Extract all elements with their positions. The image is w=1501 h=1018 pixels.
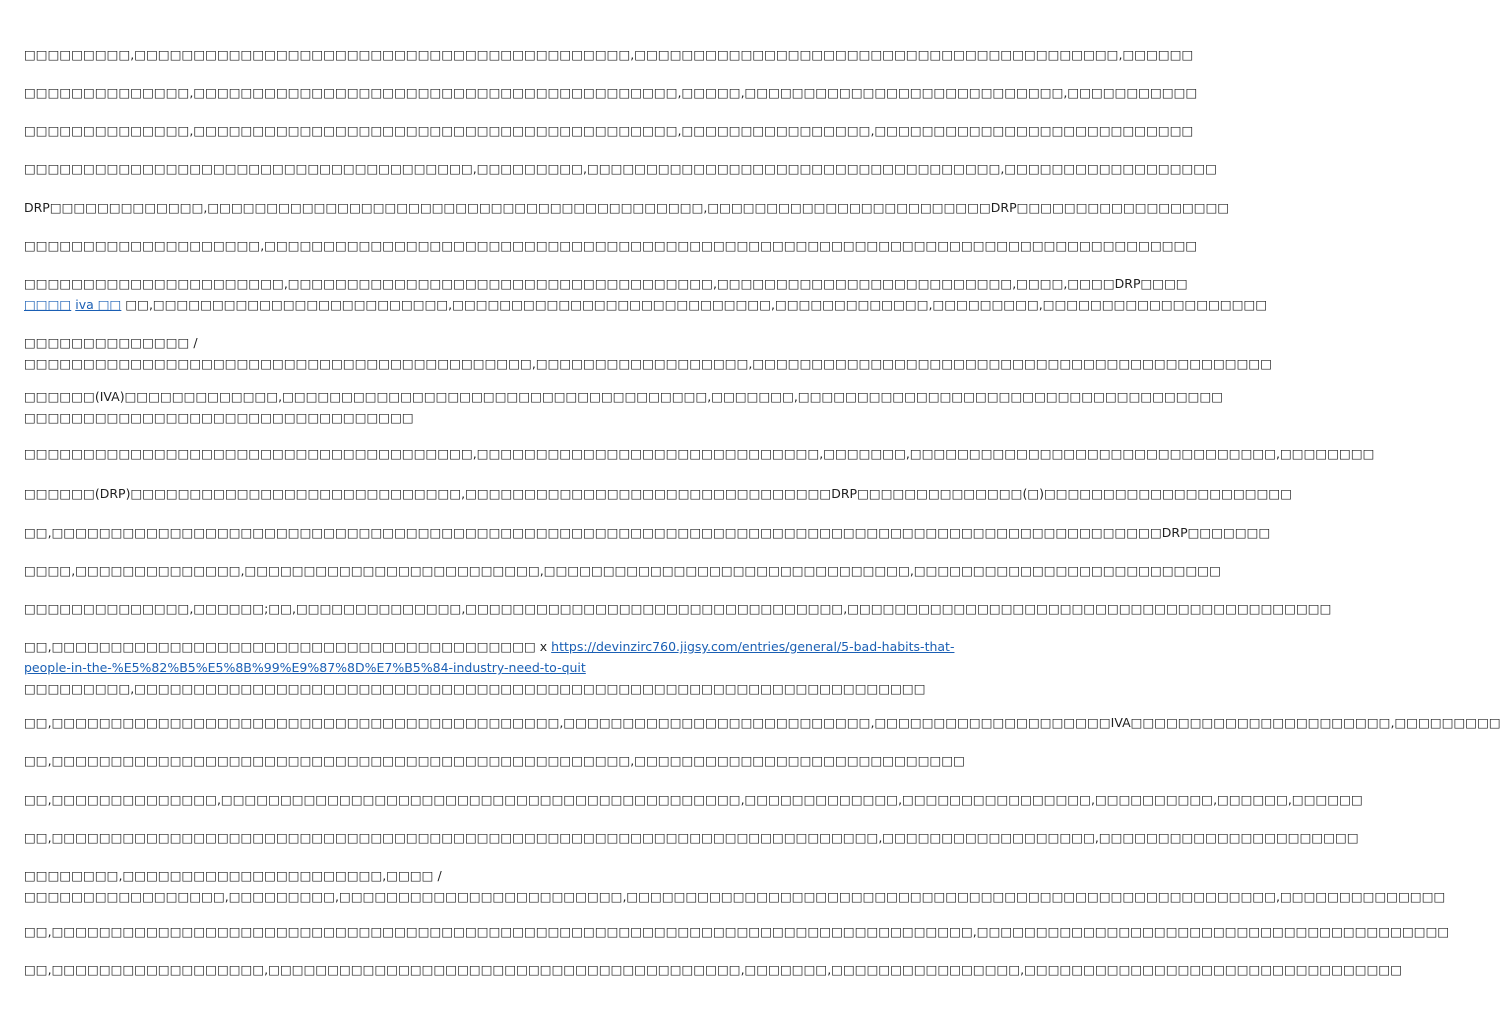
paragraph-text: □□□□□□□□□□□□□□ / bbox=[24, 335, 198, 350]
paragraph bbox=[24, 865, 1446, 907]
url-link-part-1[interactable]: https://devinzirc760.jigsy.com/entries/general/5-bad-habits-that- bbox=[551, 639, 955, 654]
iva-link[interactable]: iva □□ bbox=[75, 297, 122, 312]
paragraph-text: □□□□□□(DRP)□□□□□□□□□□□□□□□□□□□□□□□□□□□□,□□□□□□□□□□□□□□□□□□□□□□□□□□□□□□□DRP□□□□□□□□□□□□□□(□)□□□□□□□□□□□□□□□□□□□□□ bbox=[24, 486, 1293, 501]
paragraph-text: □□□□□□□□□□□□□□,□□□□□□□□□□□□□□□□□□□□□□□□□□□□□□□□□□□□□□□□□,□□□□□□□□□□□□□□□□,□□□□□□□□□□□□□□□□□□□□□□□□□□□ bbox=[24, 123, 1194, 138]
paragraph-text: □□□□,□□□□□□□□□□□□□□,□□□□□□□□□□□□□□□□□□□□□□□□□,□□□□□□□□□□□□□□□□□□□□□□□□□□□□□□□,□□□□□□□□□□□□□□□□□□□□□□□□□□ bbox=[24, 563, 1221, 578]
paragraph-line-2 bbox=[24, 294, 1268, 315]
paragraph-text: □□,□□□□□□□□□□□□□□□□□□,□□□□□□□□□□□□□□□□□□□□□□□□□□□□□□□□□□□□□□□□,□□□□□□□,□□□□□□□□□□□□□□□□,□□□□□□□□□□□□□□□□□□□□□□□□□□□□□□□□ bbox=[24, 962, 1403, 977]
paragraph-line-3: □□□□□□□□□,□□□□□□□□□□□□□□□□□□□□□□□□□□□□□□□□□□□□□□□□□□□□□□□□□□□□□□□□□□□□□□□□□□□ bbox=[24, 681, 926, 696]
paragraph-tail: □□,□□□□□□□□□□□□□□□□□□□□□□□□□,□□□□□□□□□□□□□□□□□□□□□□□□□□□,□□□□□□□□□□□□□,□□□□□□□□□,□□□□□□□□□□□□□□□□□□□ bbox=[121, 297, 1268, 312]
paragraph-text: □□□□□□□□□□□□□□,□□□□□□□□□□□□□□□□□□□□□□□□□□□□□□□□□□□□□□□□□,□□□□□,□□□□□□□□□□□□□□□□□□□□□□□□□□□,□□□□□□□□□□□ bbox=[24, 85, 1198, 100]
paragraph bbox=[24, 750, 965, 771]
url-link[interactable] bbox=[551, 639, 954, 654]
paragraph bbox=[24, 921, 1450, 942]
paragraph bbox=[24, 443, 1375, 464]
paragraph-text: □□,□□□□□□□□□□□□□□□□□□□□□□□□□□□□□□□□□□□□□□□□□□□□□□□□□□□□□□□□□□□□□□□□□□□□□□□□□□□□□□□□□□□□□□□□□□□□□□DRP□□□□□□□ bbox=[24, 525, 1271, 540]
paragraph-text: □□□□□□(IVA)□□□□□□□□□□□□□,□□□□□□□□□□□□□□□□□□□□□□□□□□□□□□□□□□□□,□□□□□□□,□□□□□□□□□□□□□□□□□□□□□□□□□□□□□□□□□□□□ bbox=[24, 389, 1224, 404]
paragraph bbox=[24, 598, 1332, 619]
paragraph-text: □□,□□□□□□□□□□□□□□□□□□□□□□□□□□□□□□□□□□□□□□□□□□□□□□□□□,□□□□□□□□□□□□□□□□□□□□□□□□□□□□ bbox=[24, 753, 965, 768]
paragraph-text: □□□□□□□□□,□□□□□□□□□□□□□□□□□□□□□□□□□□□□□□□□□□□□□□□□□□,□□□□□□□□□□□□□□□□□□□□□□□□□□□□□□□□□□□□□□□□□,□□□□□□ bbox=[24, 47, 1194, 62]
paragraph-text: □□□□□□□□□□□□□□,□□□□□□;□□,□□□□□□□□□□□□□□,□□□□□□□□□□□□□□□□□□□□□□□□□□□□□□□□,□□□□□□□□□□□□□□□□□□□□□□□□□□□□□□□□□□□□□□□□□ bbox=[24, 601, 1332, 616]
paragraph bbox=[24, 235, 1198, 256]
paragraph-line-2: □□□□□□□□□□□□□□□□□□□□□□□□□□□□□□□□□ bbox=[24, 410, 414, 425]
paragraph bbox=[24, 636, 955, 699]
paragraph-line-2 bbox=[24, 657, 698, 678]
paragraph-text: DRP□□□□□□□□□□□□□,□□□□□□□□□□□□□□□□□□□□□□□□□□□□□□□□□□□□□□□□□□,□□□□□□□□□□□□□□□□□□□□□□□□DRP□□□□□□□□□□□□□□□□□□ bbox=[24, 200, 1230, 215]
paragraph-text: □□,□□□□□□□□□□□□□□□□□□□□□□□□□□□□□□□□□□□□□□□□□ x bbox=[24, 639, 548, 654]
paragraph bbox=[24, 959, 1403, 980]
paragraph bbox=[24, 712, 1501, 733]
paragraph-text: □□,□□□□□□□□□□□□□□□□□□□□□□□□□□□□□□□□□□□□□□□□□□□□□□□□□□□□□□□□□□□□□□□□□□□□□□□□□□□□□□,□□□□□□□□□□□□□□□□□□□□□□□□□□□□□□□□□□□□□□□□ bbox=[24, 924, 1450, 939]
paragraph-line-2: □□□□□□□□□□□□□□□□□□□□□□□□□□□□□□□□□□□□□□□□□□□,□□□□□□□□□□□□□□□□□□,□□□□□□□□□□□□□□□□□□□□□□□□□□□□□□□□□□□□□□□□□□□□ bbox=[24, 356, 1273, 371]
paragraph-text: □□□□□□□□□□□□□□□□□□□□,□□□□□□□□□□□□□□□□□□□□□□□□□□□□□□□□□□□□□□□□□□□□□□□□□□□□□□□□□□□□□□□□□□□□□□□□□□□□□□□ bbox=[24, 238, 1198, 253]
paragraph-text: □□□□□□□□□□□□□□□□□□□□□□□□□□□□□□□□□□□□□□,□□□□□□□□□□□□□□□□□□□□□□□□□□□□□,□□□□□□□,□□□□□□□□□□□□□□□□□□□□□□□□□□□□□□□,□□□□□□□□ bbox=[24, 446, 1375, 461]
paragraph bbox=[24, 522, 1271, 543]
paragraph bbox=[24, 386, 1224, 428]
paragraph bbox=[24, 82, 1198, 103]
paragraph-line-2: □□□□□□□□□□□□□□□□□,□□□□□□□□□,□□□□□□□□□□□□□□□□□□□□□□□□,□□□□□□□□□□□□□□□□□□□□□□□□□□□□□□□□□□□□□□□□□□□□□□□□□□□□□□□,□□□□□□□□□□□□□□ bbox=[24, 889, 1446, 904]
paragraph bbox=[24, 789, 1363, 810]
paragraph-text: □□□□□□□□,□□□□□□□□□□□□□□□□□□□□□□,□□□□ / bbox=[24, 868, 442, 883]
paragraph bbox=[24, 44, 1194, 65]
paragraph bbox=[24, 560, 1221, 581]
paragraph bbox=[24, 827, 1359, 848]
paragraph-text: □□□□□□□□□□□□□□□□□□□□□□,□□□□□□□□□□□□□□□□□□□□□□□□□□□□□□□□□□□□,□□□□□□□□□□□□□□□□□□□□□□□□□,□□□□,□□□□DRP□□□□ bbox=[24, 276, 1188, 291]
paragraph bbox=[24, 273, 1268, 315]
url-link-continued[interactable]: people-in-the-%E5%82%B5%E5%8B%99%E9%87%8D%E7%B5%84-industry-need-to-quit bbox=[24, 660, 586, 675]
paragraph bbox=[24, 120, 1194, 141]
paragraph bbox=[24, 197, 1230, 218]
paragraph-text: □□,□□□□□□□□□□□□□□□□□□□□□□□□□□□□□□□□□□□□□□□□□□□,□□□□□□□□□□□□□□□□□□□□□□□□□□,□□□□□□□□□□□□□□□□□□□□IVA□□□□□□□□□□□□□□□□□□□□□□,□□□□□□□□□ bbox=[24, 715, 1501, 730]
paragraph bbox=[24, 158, 1217, 179]
paragraph bbox=[24, 332, 1273, 374]
paragraph-text: □□□□□□□□□□□□□□□□□□□□□□□□□□□□□□□□□□□□□□,□□□□□□□□□,□□□□□□□□□□□□□□□□□□□□□□□□□□□□□□□□□□□,□□□□□□□□□□□□□□□□□□ bbox=[24, 161, 1217, 176]
paragraph bbox=[24, 483, 1293, 504]
paragraph-text: □□,□□□□□□□□□□□□□□,□□□□□□□□□□□□□□□□□□□□□□□□□□□□□□□□□□□□□□□□□□□□,□□□□□□□□□□□□□,□□□□□□□□□□□□□□□□,□□□□□□□□□□,□□□□□□,□□□□□□ bbox=[24, 792, 1363, 807]
paragraph-text: □□,□□□□□□□□□□□□□□□□□□□□□□□□□□□□□□□□□□□□□□□□□□□□□□□□□□□□□□□□□□□□□□□□□□□□□□,□□□□□□□□□□□□□□□□□□,□□□□□□□□□□□□□□□□□□□□□□ bbox=[24, 830, 1359, 845]
inline-link[interactable]: □□□□ bbox=[24, 297, 72, 312]
paragraph-line-1 bbox=[24, 636, 955, 657]
